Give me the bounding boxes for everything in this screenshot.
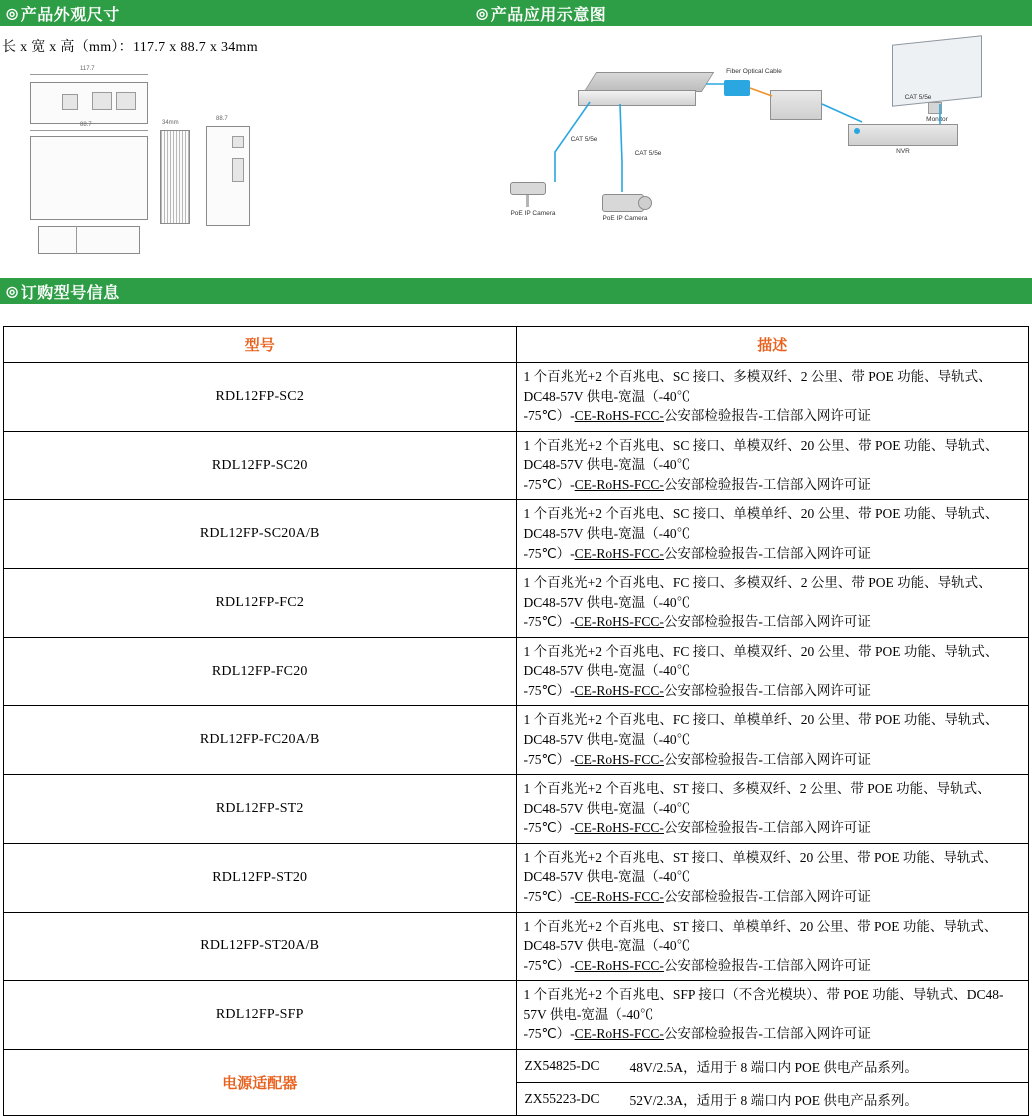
desc-prefix: -75℃）-: [523, 614, 575, 630]
drawing-label-width: 117.7: [80, 66, 95, 72]
bullet-icon: ◎: [476, 4, 489, 21]
desc-line-1: 1 个百兆光+2 个百兆电、SC 接口、多模双纤、2 公里、带 POE 功能、导轨式、DC48-57V 供电-宽温（-40℃: [523, 369, 992, 404]
table-row: [4, 706, 1029, 775]
cat5-label-3: CAT 5/5e: [904, 94, 932, 101]
model-cell: RDL12FP-SFP: [4, 981, 517, 1050]
dimensions-section-title: 产品外观尺寸: [20, 6, 120, 24]
drawing-port-3: [116, 92, 136, 110]
table-row: [4, 500, 1029, 569]
desc-suffix: 公安部检验报告-工信部入网许可证: [663, 1026, 871, 1042]
ip-camera-2-label: PoE IP Camera: [602, 215, 648, 222]
desc-line-2: [524, 818, 1024, 838]
desc-prefix: -75℃）-: [523, 476, 575, 492]
bullet-icon: ◎: [6, 282, 19, 299]
ordering-table-body: [4, 363, 1029, 1116]
model-cell: RDL12FP-SC20A/B: [4, 500, 517, 569]
monitor-label: Monitor: [926, 116, 948, 123]
top-section-row: [0, 0, 1032, 254]
adapter-part-number-1: ZX54825-DC: [524, 1057, 600, 1073]
desc-prefix: -75℃）-: [523, 751, 575, 767]
desc-certs: CE-RoHS-FCC-: [574, 957, 664, 973]
adapter-description-cell-2: [516, 1082, 1029, 1115]
desc-line-2: [524, 406, 1024, 426]
drawing-profile-view: [160, 130, 190, 224]
desc-suffix: 公安部检验报告-工信部入网许可证: [663, 614, 871, 630]
desc-prefix: -75℃）-: [523, 957, 575, 973]
desc-suffix: 公安部检验报告-工信部入网许可证: [663, 957, 871, 973]
column-header-description: 描述: [516, 327, 1029, 363]
description-cell: [516, 706, 1029, 775]
table-row: [4, 637, 1029, 706]
dimensions-text: 长 x 宽 x 高（mm）：117.7 x 88.7 x 34mm: [2, 40, 258, 55]
drawing-iso-detail-2: [232, 158, 244, 182]
desc-prefix: -75℃）-: [523, 1026, 575, 1042]
ordering-section-header: [0, 278, 1032, 304]
drawing-label-height: 34mm: [162, 120, 179, 126]
desc-line-2: [524, 475, 1024, 495]
desc-certs: CE-RoHS-FCC-: [574, 614, 664, 630]
description-cell: [516, 500, 1029, 569]
desc-line-2: [524, 681, 1024, 701]
desc-suffix: 公安部检验报告-工信部入网许可证: [663, 545, 871, 561]
description-cell: [516, 363, 1029, 432]
desc-line-2: [524, 750, 1024, 770]
drawing-bottom-divider: [76, 226, 77, 254]
desc-line-2: [524, 612, 1024, 632]
ordering-section-title: 订购型号信息: [20, 284, 120, 302]
desc-line-1: 1 个百兆光+2 个百兆电、ST 接口、单模单纤、20 公里、带 POE 功能、导轨式、DC48-57V 供电-宽温（-40℃: [523, 918, 998, 954]
desc-suffix: 公安部检验报告-工信部入网许可证: [663, 682, 871, 698]
desc-certs: CE-RoHS-FCC-: [574, 545, 664, 561]
description-cell: [516, 912, 1029, 981]
bullet-icon: ◎: [6, 4, 19, 21]
drawing-iso-detail-1: [232, 136, 244, 148]
desc-line-1: 1 个百兆光+2 个百兆电、ST 接口、多模双纤、2 公里、带 POE 功能、导轨式、DC48-57V 供电-宽温（-40℃: [523, 781, 991, 816]
dimensions-section-header: [0, 0, 470, 26]
desc-certs: CE-RoHS-FCC-: [574, 888, 664, 904]
application-section: [470, 0, 1032, 254]
desc-certs: CE-RoHS-FCC-: [574, 751, 664, 767]
model-cell: RDL12FP-FC20A/B: [4, 706, 517, 775]
desc-certs: CE-RoHS-FCC-: [574, 682, 664, 698]
table-header-row: [4, 327, 1029, 363]
desc-line-1: 1 个百兆光+2 个百兆电、FC 接口、多模双纤、2 公里、带 POE 功能、导轨式、DC48-57V 供电-宽温（-40℃: [523, 575, 992, 610]
ordering-table: [3, 326, 1029, 1116]
desc-prefix: -75℃）-: [523, 820, 575, 836]
model-cell: RDL12FP-SC20: [4, 431, 517, 500]
desc-line-2: [524, 544, 1024, 564]
desc-certs: CE-RoHS-FCC-: [574, 476, 664, 492]
ip-camera-1-body: [510, 182, 546, 195]
desc-line-2: [524, 887, 1024, 907]
drawing-label-depth: 88.7: [80, 122, 92, 128]
drawing-side-view: [30, 136, 148, 220]
desc-prefix: -75℃）-: [523, 545, 575, 561]
fiber-cable-label: Fiber Optical Cable: [726, 68, 782, 75]
desc-line-1: 1 个百兆光+2 个百兆电、SC 接口、单模单纤、20 公里、带 POE 功能、导轨式、DC48-57V 供电-宽温（-40℃: [523, 506, 999, 541]
application-section-header: [470, 0, 1032, 26]
application-section-title: 产品应用示意图: [490, 6, 607, 24]
table-row: [4, 363, 1029, 432]
model-cell: RDL12FP-ST20A/B: [4, 912, 517, 981]
desc-suffix: 公安部检验报告-工信部入网许可证: [663, 751, 871, 767]
description-cell: [516, 431, 1029, 500]
adapter-desc-1: 48V/2.5A，适用于 8 端口内 POE 供电产品系列。: [629, 1059, 918, 1075]
drawing-port-1: [62, 94, 78, 110]
desc-suffix: 公安部检验报告-工信部入网许可证: [663, 408, 871, 424]
desc-certs: CE-RoHS-FCC-: [574, 820, 664, 836]
desc-line-2: [524, 1024, 1024, 1044]
desc-prefix: -75℃）-: [523, 682, 575, 698]
desc-line-1: 1 个百兆光+2 个百兆电、SFP 接口（不含光模块）、带 POE 功能、导轨式、DC48-57V 供电-宽温（-40℃: [523, 987, 1004, 1022]
desc-certs: CE-RoHS-FCC-: [574, 408, 664, 424]
model-cell: RDL12FP-SC2: [4, 363, 517, 432]
desc-line-1: 1 个百兆光+2 个百兆电、FC 接口、单模双纤、20 公里、带 POE 功能、导轨式、DC48-57V 供电-宽温（-40℃: [523, 643, 999, 679]
drawing-port-2: [92, 92, 112, 110]
column-header-model: 型号: [4, 327, 517, 363]
model-cell: RDL12FP-ST2: [4, 775, 517, 844]
table-row: [4, 981, 1029, 1050]
description-cell: [516, 637, 1029, 706]
adapter-desc-2: 52V/2.3A，适用于 8 端口内 POE 供电产品系列。: [629, 1092, 918, 1108]
cat5-label-2: CAT 5/5e: [634, 150, 662, 157]
product-dimension-drawing: [0, 64, 470, 254]
adapter-description-cell-1: [516, 1049, 1029, 1082]
desc-suffix: 公安部检验报告-工信部入网许可证: [663, 476, 871, 492]
ip-camera-2-lens: [638, 196, 652, 210]
ip-camera-1-label: PoE IP Camera: [510, 210, 556, 217]
cable-lines: [470, 32, 1032, 222]
desc-line-2: [524, 956, 1024, 976]
application-topology-diagram: [470, 32, 1032, 222]
desc-prefix: -75℃）-: [523, 408, 575, 424]
cat5-label-1: CAT 5/5e: [570, 136, 598, 143]
adapter-part-number-2: ZX55223-DC: [524, 1090, 600, 1106]
table-row-adapter: [4, 1049, 1029, 1082]
description-cell: [516, 569, 1029, 638]
table-row: [4, 775, 1029, 844]
description-cell: [516, 843, 1029, 912]
description-cell: [516, 775, 1029, 844]
ip-camera-1-mount: [526, 195, 529, 207]
desc-certs: CE-RoHS-FCC-: [574, 1026, 664, 1042]
desc-line-1: 1 个百兆光+2 个百兆电、FC 接口、单模单纤、20 公里、带 POE 功能、导轨式、DC48-57V 供电-宽温（-40℃: [523, 712, 999, 747]
desc-prefix: -75℃）-: [523, 888, 575, 904]
model-cell: RDL12FP-FC20: [4, 637, 517, 706]
nvr-label: NVR: [896, 148, 910, 155]
table-row: [4, 912, 1029, 981]
ordering-section: [0, 278, 1032, 1116]
table-row: [4, 569, 1029, 638]
desc-suffix: 公安部检验报告-工信部入网许可证: [663, 888, 871, 904]
dimensions-section: [0, 0, 470, 254]
drawing-dim-line-top: [30, 74, 148, 75]
drawing-label-side: 88.7: [216, 116, 228, 122]
model-cell: RDL12FP-ST20: [4, 843, 517, 912]
drawing-dim-line-2: [30, 130, 148, 131]
desc-line-1: 1 个百兆光+2 个百兆电、SC 接口、单模双纤、20 公里、带 POE 功能、导轨式、DC48-57V 供电-宽温（-40℃: [523, 437, 999, 473]
adapter-label-cell: 电源适配器: [4, 1049, 517, 1115]
description-cell: [516, 981, 1029, 1050]
table-row: [4, 843, 1029, 912]
drawing-bottom-view: [38, 226, 140, 254]
model-cell: RDL12FP-FC2: [4, 569, 517, 638]
desc-line-1: 1 个百兆光+2 个百兆电、ST 接口、单模双纤、20 公里、带 POE 功能、导轨式、DC48-57V 供电-宽温（-40℃: [523, 849, 998, 885]
desc-suffix: 公安部检验报告-工信部入网许可证: [663, 820, 871, 836]
table-row: [4, 431, 1029, 500]
